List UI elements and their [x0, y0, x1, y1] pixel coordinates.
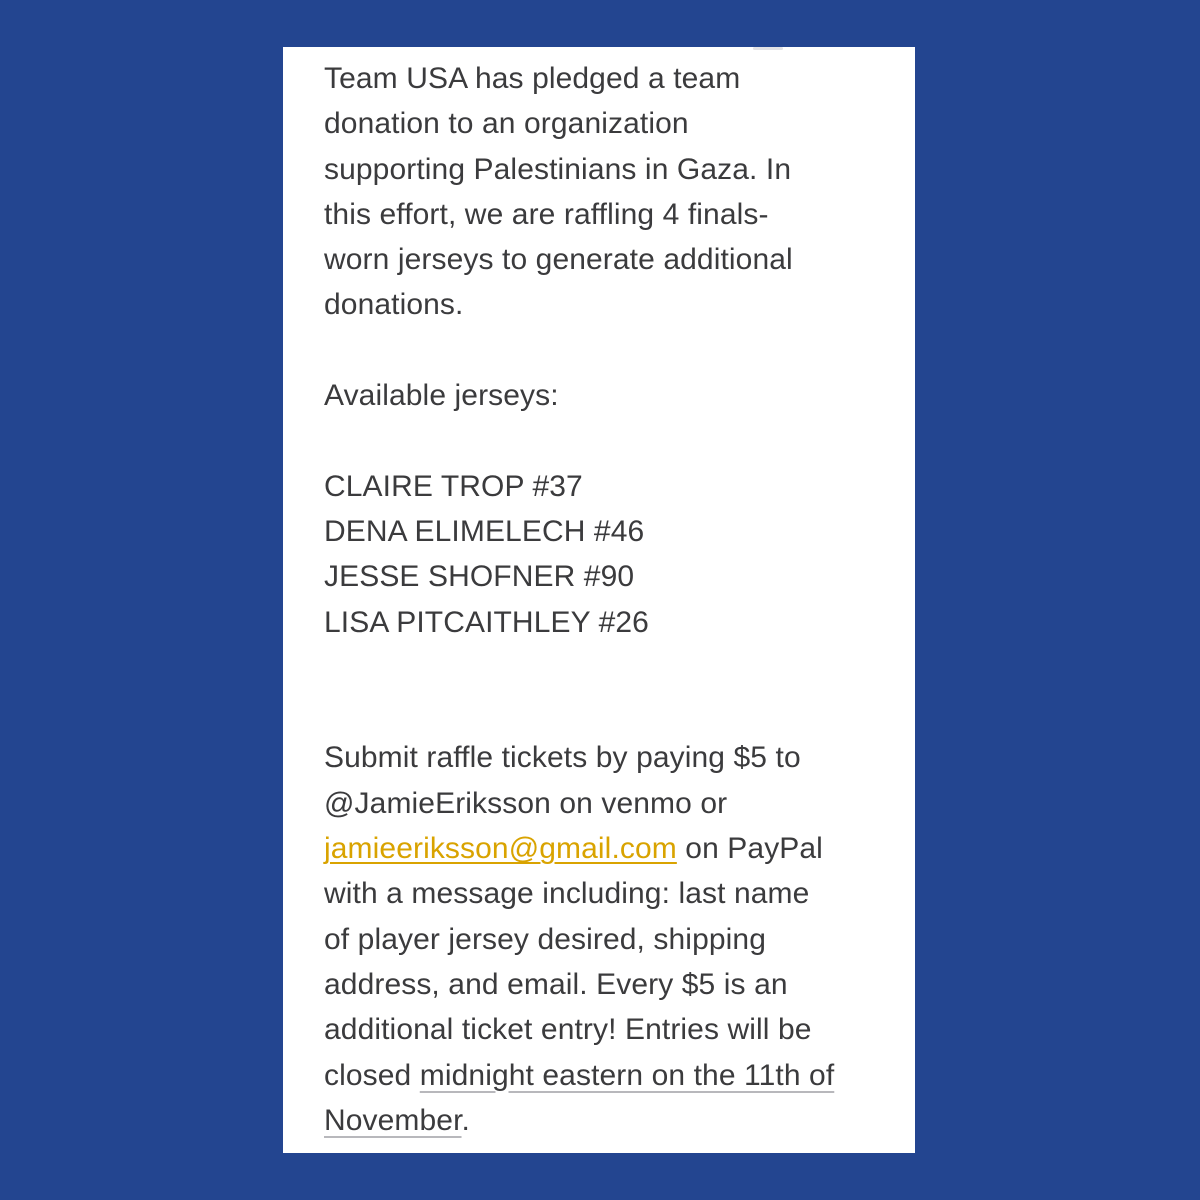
spacer	[324, 645, 884, 736]
note-body	[324, 56, 884, 1143]
intro-line: Team USA has pledged a team	[324, 62, 741, 95]
period-text: .	[461, 1103, 470, 1137]
email-link[interactable]: jamieeriksson@gmail.com	[324, 832, 677, 866]
jersey-item: LISA PITCAITHLEY #26	[324, 605, 649, 639]
jersey-item: DENA ELIMELECH #46	[324, 514, 645, 548]
submit-line	[324, 1098, 884, 1143]
deadline-month-link[interactable]: November	[324, 1103, 462, 1137]
submit-line: with a message including: last name	[324, 877, 810, 911]
submit-line	[324, 826, 884, 871]
note-card	[283, 47, 915, 1153]
submit-line: @JamieEriksson on venmo or	[324, 786, 728, 820]
intro-line: supporting Palestinians in Gaza. In	[324, 152, 792, 186]
spacer	[324, 328, 884, 373]
jersey-item: JESSE SHOFNER #90	[324, 560, 635, 594]
submit-line	[324, 1053, 884, 1098]
spacer	[324, 418, 884, 463]
intro-line: donations.	[324, 288, 464, 322]
submit-line: address, and email. Every $5 is an	[324, 967, 788, 1001]
submit-line: Submit raffle tickets by paying $5 to	[324, 741, 801, 775]
intro-line: worn jerseys to generate additional	[324, 243, 793, 277]
closed-text: closed	[324, 1058, 420, 1092]
jersey-item: CLAIRE TROP #37	[324, 469, 583, 503]
scroll-indicator	[753, 47, 783, 50]
submit-line: additional ticket entry! Entries will be	[324, 1013, 812, 1047]
intro-line: this effort, we are raffling 4 finals-	[324, 197, 769, 231]
available-heading: Available jerseys:	[324, 379, 559, 413]
submit-line: of player jersey desired, shipping	[324, 922, 766, 956]
deadline-date-link[interactable]: midnight eastern on the 11th of	[419, 1058, 835, 1092]
paypal-text: on PayPal	[676, 832, 823, 866]
intro-line: donation to an organization	[324, 107, 689, 141]
